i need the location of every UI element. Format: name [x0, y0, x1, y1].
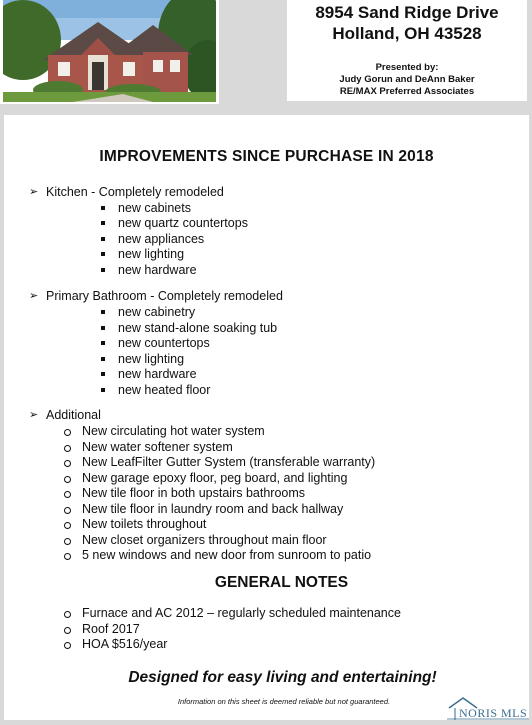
general-notes-heading: GENERAL NOTES [214, 574, 349, 591]
improvements-sheet [4, 115, 529, 720]
square-bullet-icon [101, 221, 105, 225]
list-item: New tile floor in laundry room and back hallway [82, 502, 344, 516]
brokerage-name: RE/MAX Preferred Associates [339, 86, 475, 97]
section-heading-additional: Additional [46, 408, 101, 422]
list-item: HOA $516/year [82, 637, 168, 651]
tagline: Designed for easy living and entertaining! [128, 669, 437, 686]
list-item: New water softener system [82, 440, 233, 454]
circle-bullet-icon [64, 522, 71, 529]
circle-bullet-icon [64, 627, 71, 634]
disclaimer: Information on this sheet is deemed reliable but not guaranteed. [177, 697, 391, 706]
circle-bullet-icon [64, 491, 71, 498]
circle-bullet-icon [64, 611, 71, 618]
list-item: Furnace and AC 2012 – regularly scheduled maintenance [82, 606, 401, 620]
list-item: New circulating hot water system [82, 424, 265, 438]
listing-header-card [287, 0, 527, 101]
square-bullet-icon [101, 252, 105, 256]
square-bullet-icon [101, 372, 105, 376]
list-item: new hardware [118, 367, 197, 381]
circle-bullet-icon [64, 429, 71, 436]
square-bullet-icon [101, 206, 105, 210]
circle-bullet-icon [64, 476, 71, 483]
list-item: New garage epoxy floor, peg board, and lighting [82, 471, 348, 485]
list-item: New LeafFilter Gutter System (transferable warranty) [82, 455, 376, 469]
circle-bullet-icon [64, 538, 71, 545]
arrow-bullet-icon: ➢ [29, 409, 39, 421]
mls-logo-text: NORIS MLS [459, 706, 528, 720]
list-item: new stand-alone soaking tub [118, 321, 278, 335]
list-item: New closet organizers throughout main floor [82, 533, 327, 547]
list-item: new appliances [118, 232, 205, 246]
sheet-title: IMPROVEMENTS SINCE PURCHASE IN 2018 [99, 148, 434, 165]
list-item: new cabinets [118, 201, 191, 215]
square-bullet-icon [101, 326, 105, 330]
list-item: new hardware [118, 263, 197, 277]
arrow-bullet-icon: ➢ [29, 186, 39, 198]
list-item: New toilets throughout [82, 517, 207, 531]
circle-bullet-icon [64, 507, 71, 514]
list-item: New tile floor in both upstairs bathrooms [82, 486, 306, 500]
list-item: new lighting [118, 352, 185, 366]
noris-mls-logo [447, 694, 529, 720]
section-heading-bathroom: Primary Bathroom - Completely remodeled [46, 289, 283, 303]
list-item: new cabinetry [118, 305, 196, 319]
list-item: new countertops [118, 336, 210, 350]
circle-bullet-icon [64, 642, 71, 649]
square-bullet-icon [101, 268, 105, 272]
presented-by-block [287, 62, 527, 98]
circle-bullet-icon [64, 553, 71, 560]
circle-bullet-icon [64, 445, 71, 452]
square-bullet-icon [101, 341, 105, 345]
square-bullet-icon [101, 237, 105, 241]
house-photo [3, 0, 216, 102]
list-item: new quartz countertops [118, 216, 248, 230]
list-item: Roof 2017 [82, 622, 140, 636]
list-item: 5 new windows and new door from sunroom to patio [82, 548, 372, 562]
list-item: new lighting [118, 247, 185, 261]
section-heading-kitchen: Kitchen - Completely remodeled [46, 185, 224, 199]
house-photo-card [0, 0, 219, 104]
agent-names: Judy Gorun and DeAnn Baker [339, 74, 475, 85]
address-line-2: Holland, OH 43528 [332, 24, 482, 43]
arrow-bullet-icon: ➢ [29, 290, 39, 302]
square-bullet-icon [101, 310, 105, 314]
square-bullet-icon [101, 357, 105, 361]
square-bullet-icon [101, 388, 105, 392]
address-line-1: 8954 Sand Ridge Drive [315, 3, 499, 22]
list-item: new heated floor [118, 383, 211, 397]
presented-by-label: Presented by: [375, 62, 439, 73]
listing-address [287, 2, 527, 44]
circle-bullet-icon [64, 460, 71, 467]
